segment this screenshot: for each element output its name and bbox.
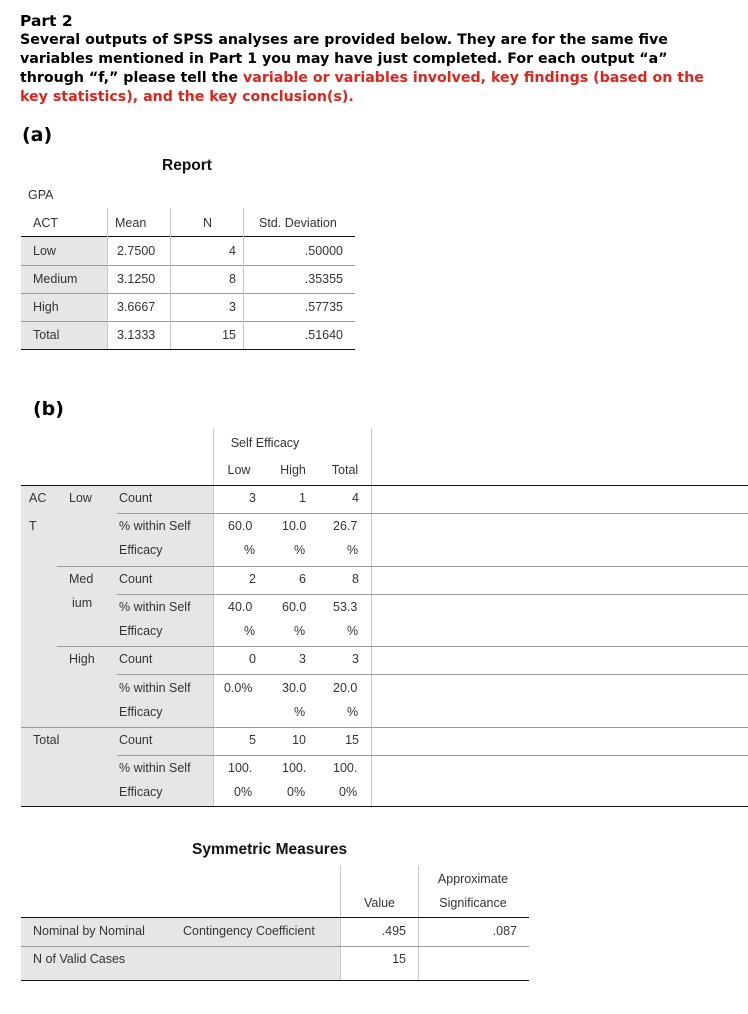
report-n: 15 [222, 328, 236, 342]
symmetric-title: Symmetric Measures [192, 841, 348, 858]
symmetric-col-value: Value [363, 896, 395, 910]
crosstab-cell: 5 [249, 733, 256, 747]
section-b-label: (b) [33, 398, 64, 420]
report-n: 3 [229, 300, 236, 314]
crosstab-cell: 15 [345, 733, 359, 747]
crosstab-rule [21, 727, 748, 728]
crosstab-stat-pct: % within Self [119, 600, 191, 614]
crosstab-cell: % [244, 543, 256, 557]
crosstab-cell: 3 [249, 491, 256, 505]
report-bottom-rule [21, 349, 355, 350]
report-dependent-label: GPA [28, 188, 54, 202]
crosstab-cell: % [294, 624, 306, 638]
symmetric-value: .495 [381, 924, 406, 938]
crosstab-rule [117, 674, 748, 675]
report-mean: 3.6667 [117, 300, 156, 314]
crosstab-col-total: Total [331, 463, 359, 477]
crosstab-cell: % [244, 624, 256, 638]
report-header-rule [21, 236, 355, 237]
crosstab-rule [117, 594, 748, 595]
report-sd: .50000 [304, 244, 343, 258]
symmetric-row-type: N of Valid Cases [33, 952, 126, 966]
crosstab-cell: 3 [299, 652, 306, 666]
crosstab-stat-pct: % within Self [119, 519, 191, 533]
crosstab-stat-pct-cont: Efficacy [119, 543, 163, 557]
crosstab-cell: % [347, 624, 359, 638]
crosstab-cell: 0 [249, 652, 256, 666]
crosstab-stat-count: Count [119, 491, 153, 505]
crosstab-cell: 60.0 [282, 600, 307, 614]
report-sd: .35355 [304, 272, 343, 286]
report-rule [21, 265, 355, 266]
symmetric-bottom-rule [21, 980, 529, 981]
crosstab-cell: 2 [249, 572, 256, 586]
crosstab-rule [57, 646, 748, 647]
report-rule [21, 293, 355, 294]
report-divider [107, 208, 108, 349]
crosstab-row-var-1: AC [29, 491, 47, 505]
crosstab-cell: 30.0 [282, 681, 307, 695]
report-title: Report [162, 157, 212, 174]
symmetric-value: 15 [392, 952, 406, 966]
crosstab-rule [117, 513, 748, 514]
report-col-n: N [203, 216, 213, 230]
report-n: 4 [229, 244, 236, 258]
crosstab-header-rule [21, 485, 748, 486]
crosstab-col-var: Self Efficacy [230, 436, 300, 450]
report-row-var: ACT [33, 216, 58, 230]
crosstab-cell: 8 [352, 572, 359, 586]
report-rule [21, 321, 355, 322]
crosstab-bottom-rule [21, 806, 748, 807]
report-row-label: High [33, 300, 59, 314]
crosstab-cell: 10 [292, 733, 306, 747]
report-n: 8 [229, 272, 236, 286]
report-row-label: Medium [33, 272, 78, 286]
crosstab-rule [57, 566, 748, 567]
crosstab-cell: 1 [299, 491, 306, 505]
crosstab-stat-pct-cont: Efficacy [119, 785, 163, 799]
crosstab-cell: 20.0 [333, 681, 358, 695]
crosstab-cell: 0% [287, 785, 306, 799]
crosstab-group-label: Low [69, 491, 92, 505]
crosstab-rule [117, 755, 748, 756]
crosstab-cell: % [294, 543, 306, 557]
crosstab-group-label: Total [33, 733, 60, 747]
crosstab-stat-count: Count [119, 652, 153, 666]
section-a-label: (a) [22, 124, 53, 146]
crosstab-group-label: High [69, 652, 95, 666]
crosstab-cell: % [347, 543, 359, 557]
symmetric-rule [21, 946, 529, 947]
crosstab-stat-count: Count [119, 572, 153, 586]
part-title: Part 2 [20, 12, 73, 30]
crosstab-cell: 100. [228, 761, 253, 775]
crosstab-group-label-cont: ium [72, 596, 93, 610]
report-row-label: Low [33, 244, 56, 258]
symmetric-header-rule [21, 917, 529, 918]
crosstab-cell: 0% [339, 785, 358, 799]
report-mean: 2.7500 [117, 244, 156, 258]
crosstab-cell: 0.0% [224, 681, 253, 695]
crosstab-row-var-2: T [29, 519, 37, 533]
report-sd: .57735 [304, 300, 343, 314]
symmetric-col-sig-1: Approximate [437, 872, 509, 886]
report-mean: 3.1333 [117, 328, 156, 342]
report-col-mean: Mean [115, 216, 147, 230]
instructions-text: Several outputs of SPSS analyses are provided below. They are for the same five variables mentioned in Part 1 you may have just completed. For each output “a” through “f,” please tell the [20, 32, 668, 86]
report-row-label: Total [33, 328, 60, 342]
crosstab-cell: 60.0 [228, 519, 253, 533]
report-col-sd: Std. Deviation [259, 216, 337, 230]
crosstab-cell: 40.0 [228, 600, 253, 614]
symmetric-row-measure: Contingency Coefficient [183, 924, 315, 938]
crosstab-stat-pct-cont: Efficacy [119, 624, 163, 638]
crosstab-col-low: Low [227, 463, 251, 477]
crosstab-stat-pct: % within Self [119, 761, 191, 775]
symmetric-col-sig-2: Significance [439, 896, 507, 910]
crosstab-cell: 26.7 [333, 519, 358, 533]
crosstab-cell: 100. [333, 761, 358, 775]
crosstab-cell: % [347, 705, 359, 719]
crosstab-cell: 6 [299, 572, 306, 586]
report-mean: 3.1250 [117, 272, 156, 286]
symmetric-significance: .087 [492, 924, 517, 938]
crosstab-cell: 4 [352, 491, 359, 505]
crosstab-cell: 100. [282, 761, 307, 775]
report-sd: .51640 [304, 328, 343, 342]
crosstab-col-high: High [280, 463, 306, 477]
crosstab-cell: 0% [234, 785, 253, 799]
crosstab-cell: 10.0 [282, 519, 307, 533]
crosstab-cell: 53.3 [333, 600, 358, 614]
instructions-highlight: variable or variables involved, key findings (based on the key statistics), and the key conclusion(s). [20, 70, 704, 105]
crosstab-cell: 3 [352, 652, 359, 666]
instructions [20, 12, 730, 107]
crosstab-stat-pct-cont: Efficacy [119, 705, 163, 719]
crosstab-stat-count: Count [119, 733, 153, 747]
crosstab-stat-pct: % within Self [119, 681, 191, 695]
crosstab-cell: % [294, 705, 306, 719]
symmetric-row-type: Nominal by Nominal [33, 924, 145, 938]
crosstab-group-label: Med [69, 572, 94, 586]
